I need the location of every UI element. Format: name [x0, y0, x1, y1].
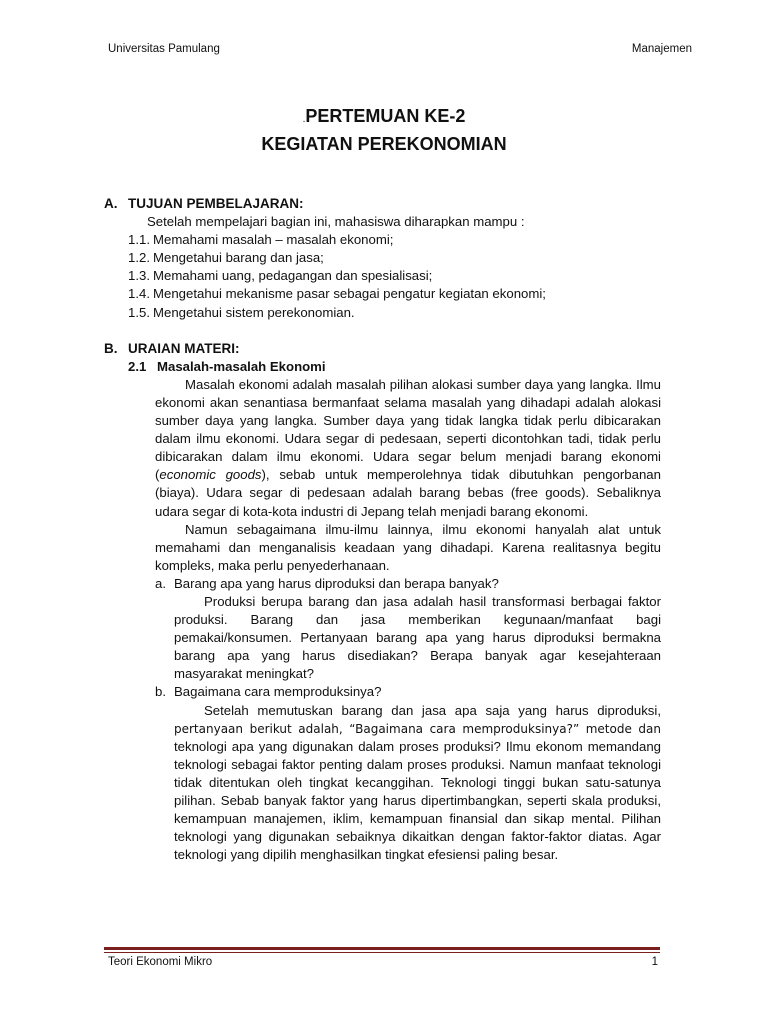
objective-item: 1.4. Mengetahui mekanisme pasar sebagai pengatur kegiatan ekonomi;: [128, 286, 546, 302]
question-b: b. Bagaimana cara memproduksinya?: [155, 684, 382, 700]
section-a-heading: A. TUJUAN PEMBELAJARAN:: [104, 196, 304, 211]
page-title: [0, 104, 768, 157]
section-a-intro: Setelah mempelajari bagian ini, mahasiswa diharapkan mampu :: [147, 214, 525, 230]
header-institution: Universitas Pamulang: [108, 43, 220, 55]
objective-item: 1.5. Mengetahui sistem perekonomian.: [128, 304, 355, 320]
footer-course: Teori Ekonomi Mikro: [108, 956, 213, 968]
objective-item: 1.3. Memahami uang, pedagangan dan spesialisasi;: [128, 268, 433, 284]
paragraph-economic-problem: Masalah ekonomi adalah masalah pilihan alokasi sumber daya yang langka. Ilmu ekonomi akan senantiasa bermanfaat selama masalah yang dihadapi adalah alokasi sumber daya yang langka. Sumber daya yang tidak langka tidak perlu dibicarakan dalam ilmu ekonomi. Udara segar di pedesaan, seperti dicontohkan tadi, tidak perlu dibicarakan dalam ilmu ekonomi. Udara segar belum menjadi barang ekonomi (economic goods), sebab untuk memperolehnya tidak dibutuhkan pengorbanan (biaya). Udara segar di pedesaan adalah barang bebas (free goods). Sebaliknya udara segar di kota-kota industri di Jepang telah menjadi barang ekonomi.: [155, 376, 661, 519]
question-a: a. Barang apa yang harus diproduksi dan berapa banyak?: [155, 575, 499, 591]
subsection-heading: 2.1 Masalah-masalah Ekonomi: [128, 358, 326, 374]
objective-item: 1.1. Memahami masalah – masalah ekonomi;: [128, 232, 394, 248]
footer-rule-thin: [104, 952, 660, 953]
title-topic: KEGIATAN PEREKONOMIAN: [261, 134, 507, 154]
title-meeting: PERTEMUAN KE-2: [305, 106, 466, 126]
body-content: [104, 195, 664, 864]
question-a-answer: Produksi berupa barang dan jasa adalah hasil transformasi berbagai faktor produksi. Barang dan jasa memberikan kegunaan/manfaat bagi pemakai/konsumen. Pertanyaan barang apa yang harus diproduksi bermakna barang apa yang harus disediakan? Berapa banyak agar kesejahteraan masyarakat meningkat?: [174, 593, 661, 682]
footer-rule: [104, 947, 660, 950]
question-b-answer: Setelah memutuskan barang dan jasa apa saja yang harus diproduksi, pertanyaan berikut adalah, “Bagaimana cara memproduksinya?” metode dan teknologi apa yang digunakan dalam proses produksi? Ilmu ekonom memandang teknologi sebagai faktor penting dalam proses produksi. Namun manfaat teknologi tidak ditentukan oleh tingkat kecanggihan. Teknologi tinggi bukan satu-satunya pilihan. Sebab banyak faktor yang harus dipertimbangkan, seperti skala produksi, kemampuan manajemen, iklim, kemampuan finansial dan sikap mental. Pilihan teknologi yang digunakan sebaiknya dikaitkan dengan faktor-faktor diatas. Agar teknologi yang dipilih menghasilkan tingkat efesiensi paling besar.: [174, 702, 661, 863]
page-number: 1: [651, 956, 658, 968]
header-department: Manajemen: [631, 43, 692, 55]
section-b-heading: B. URAIAN MATERI:: [104, 340, 240, 356]
paragraph-simplification: Namun sebagaimana ilmu-ilmu lainnya, ilmu ekonomi hanyalah alat untuk memahami dan menganalisis keadaan yang dihadapi. Karena realitasnya begitu kompleks, maka perlu penyederhanaan.: [155, 521, 661, 573]
objective-item: 1.2. Mengetahui barang dan jasa;: [128, 250, 324, 266]
title-dot: .: [302, 114, 306, 125]
